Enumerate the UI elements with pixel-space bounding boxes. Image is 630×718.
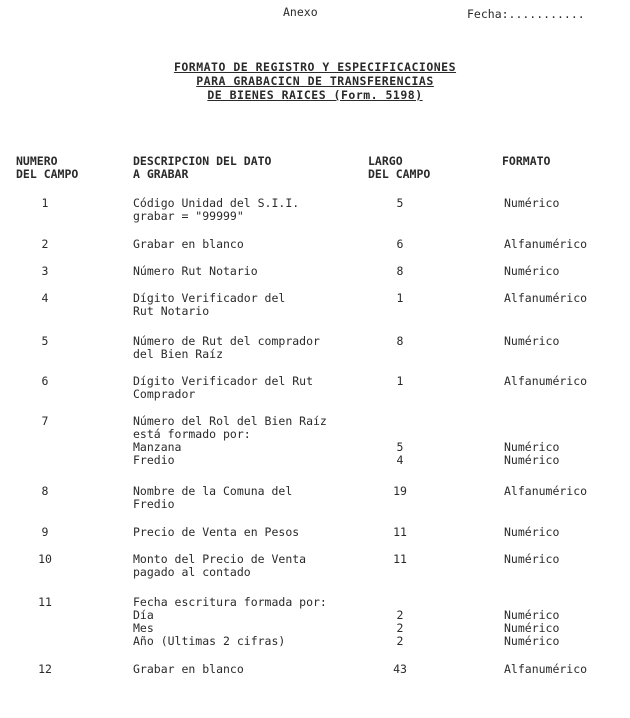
field-format [504,596,559,648]
field-description-line: Grabar en blanco [133,237,244,251]
col-num-header-1: NUMERO [16,154,58,168]
field-description-line: Comprador [133,387,196,401]
field-length [355,485,445,498]
field-length-line: 8 [396,264,404,278]
field-description-line: Nombre de la Comuna del [133,484,293,498]
field-length [355,553,445,566]
field-description [133,197,299,223]
field-description-line: Dígito Verificador del Rut [133,374,314,388]
field-number: 6 [41,374,49,388]
field-number: 1 [41,196,49,210]
field-format [504,265,559,278]
title-line-3: DE BIENES RAICES (Form. 5198) [207,88,423,102]
field-format [504,553,559,566]
field-description-line: Número del Rol del Bien Raíz [133,414,327,428]
field-length [355,335,445,348]
field-format-line: Numérico [504,196,560,210]
field-description [133,265,258,278]
field-description-line: está formado por: [133,427,251,441]
field-description [133,375,313,401]
field-length-line [355,415,445,428]
field-description-line: Código Unidad del S.I.I. [133,196,300,210]
field-length [355,375,445,388]
field-length [355,415,445,467]
field-format [504,335,559,348]
field-length-line: 1 [396,291,404,305]
field-format-line: Numérico [504,525,560,539]
field-description [133,526,299,539]
field-format [504,485,587,498]
field-length-line: 11 [393,525,407,539]
field-description-line: Mes [133,621,154,635]
field-length [355,238,445,251]
field-length [355,197,445,210]
col-len-header-1: LARGO [368,154,403,168]
field-description-line: Dígito Verificador del [133,291,286,305]
field-length-line: 4 [396,453,404,467]
field-description-line: Día [133,608,154,622]
field-description [133,663,244,676]
annex-label: Anexo [283,5,318,19]
field-description [133,596,327,648]
field-format-line: Numérico [504,264,560,278]
field-description-line: grabar = "99999" [133,209,244,223]
field-format-line: Alfanumérico [504,374,588,388]
field-length-line: 19 [393,484,407,498]
date-label: Fecha:........... [467,7,585,21]
field-length-line: 43 [393,662,407,676]
field-description-line: Número Rut Notario [133,264,258,278]
field-description-line: Monto del Precio de Venta [133,552,307,566]
col-num-header-2: DEL CAMPO [16,167,79,181]
field-length-line: 2 [396,621,404,635]
field-description [133,553,306,579]
field-description [133,292,285,318]
field-format [504,663,587,676]
field-number: 9 [41,525,49,539]
field-length [355,596,445,648]
field-length [355,265,445,278]
field-length-line: 6 [396,237,404,251]
col-fmt-header: FORMATO [502,154,551,168]
field-format-line: Alfanumérico [504,237,588,251]
field-format-line: Alfanumérico [504,291,588,305]
field-length [355,292,445,305]
field-description-line: Rut Notario [133,304,210,318]
field-description [133,415,327,467]
field-description-line: pagado al contado [133,565,251,579]
field-length [355,663,445,676]
field-format-line: Numérico [504,621,560,635]
field-number: 10 [38,552,52,566]
field-format [504,197,559,210]
field-description-line: Número de Rut del comprador [133,334,320,348]
field-number: 7 [41,414,49,428]
field-description-line: Fredio [133,497,175,511]
field-length-line: 2 [396,634,404,648]
field-description-line: Grabar en blanco [133,662,244,676]
field-format-line: Alfanumérico [504,484,588,498]
field-number: 8 [41,484,49,498]
field-length-line: 5 [396,196,404,210]
field-description-line: Fredio [133,453,175,467]
field-description [133,238,244,251]
title-line-1: FORMATO DE REGISTRO Y ESPECIFICACIONES [173,60,457,74]
field-format-line: Alfanumérico [504,662,588,676]
field-format-line [504,415,559,428]
field-number: 11 [38,595,52,609]
field-number: 3 [41,264,49,278]
field-number: 2 [41,237,49,251]
field-description-line: Año (Ultimas 2 cifras) [133,634,286,648]
field-format-line: Numérico [504,608,560,622]
field-format [504,375,587,388]
field-length-line: 11 [393,552,407,566]
field-number: 5 [41,334,49,348]
field-format-line: Numérico [504,440,560,454]
field-format [504,238,587,251]
field-format-line: Numérico [504,453,560,467]
field-description-line: Fecha escritura formada por: [133,595,327,609]
col-desc-header-2: A GRABAR [133,167,189,181]
field-format [504,292,587,305]
title-line-2: PARA GRABACICN DE TRANSFERENCIAS [196,74,434,88]
field-number: 4 [41,291,49,305]
field-length-line: 2 [396,608,404,622]
field-format [504,526,559,539]
field-description-line: del Bien Raíz [133,347,224,361]
field-length-line: 1 [396,374,404,388]
field-number: 12 [38,662,52,676]
col-desc-header-1: DESCRIPCION DEL DATO [133,154,272,168]
field-description-line: Manzana [133,440,182,454]
field-description [133,485,292,511]
field-length [355,526,445,539]
field-length-line: 8 [396,334,404,348]
field-format-line: Numérico [504,334,560,348]
field-format [504,415,559,467]
field-description [133,335,320,361]
field-description-line: Precio de Venta en Pesos [133,525,300,539]
field-length-line: 5 [396,440,404,454]
field-format-line: Numérico [504,552,560,566]
col-len-header-2: DEL CAMPO [368,167,431,181]
field-format-line: Numérico [504,634,560,648]
